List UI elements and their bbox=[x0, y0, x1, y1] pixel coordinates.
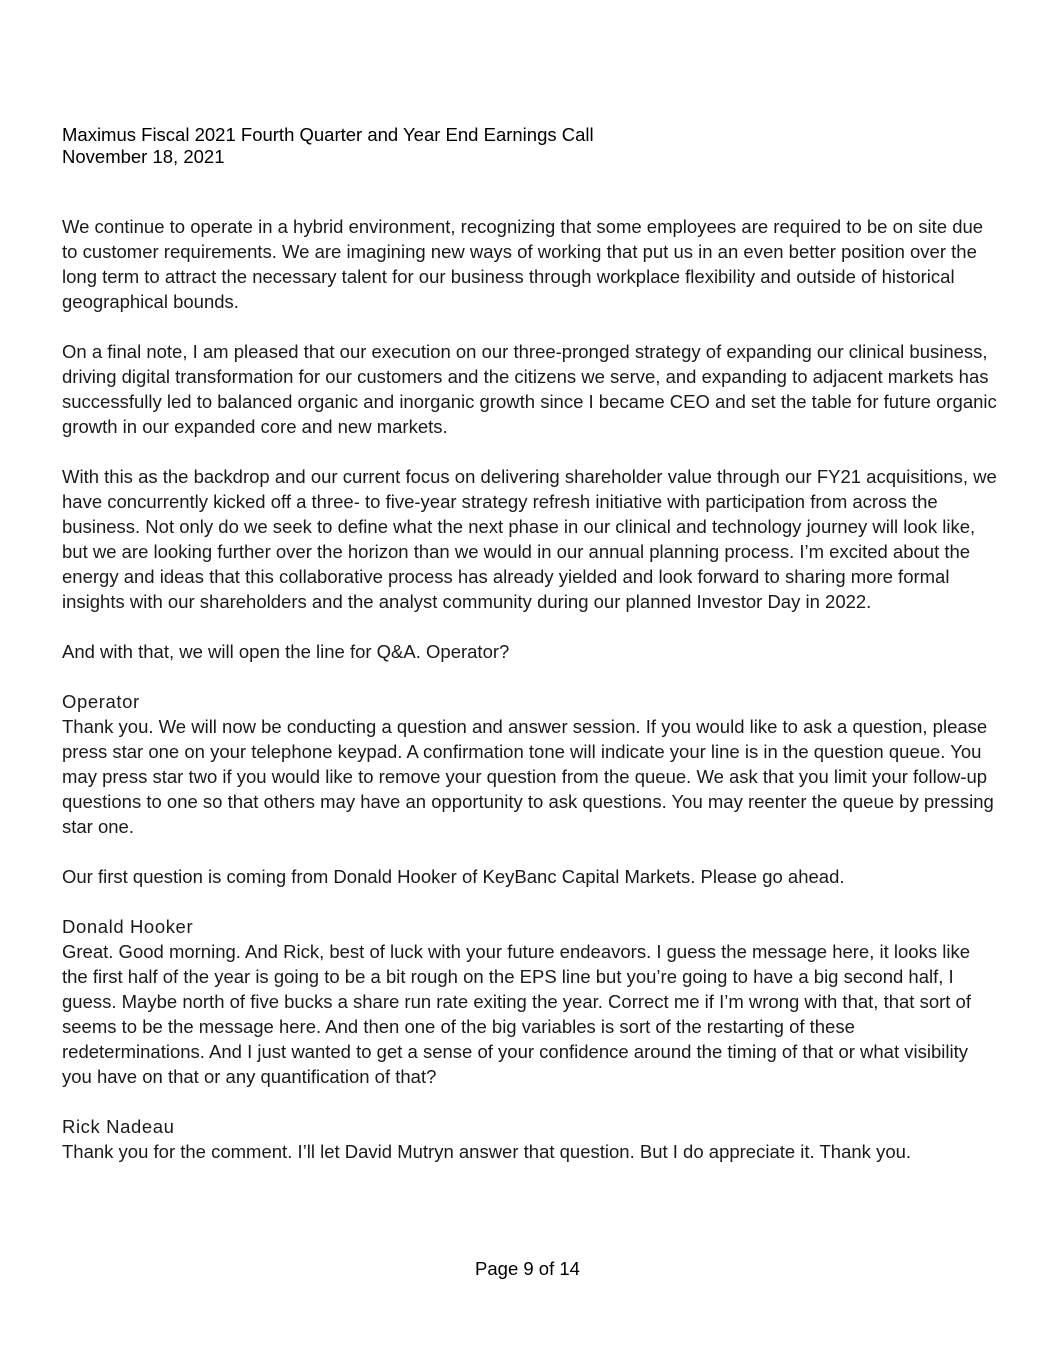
document-title: Maximus Fiscal 2021 Fourth Quarter and Year End Earnings Call bbox=[62, 124, 594, 145]
donald-hooker-question: Great. Good morning. And Rick, best of luck with your future endeavors. I guess the message here, it looks like the first half of the year is going to be a bit rough on the EPS line but you’re going to have a big second half, I guess. Maybe north of five bucks a share run rate exiting the year. Correct me if I’m wrong with that, that sort of seems to be the message here. And then one of the big variables is sort of the restarting of these redeterminations. And I just wanted to get a sense of your confidence around the timing of that or what visibility you have on that or any quantification of that? bbox=[62, 941, 971, 1087]
operator-first-question: Our first question is coming from Donald Hooker of KeyBanc Capital Markets. Please go ahead. bbox=[62, 866, 845, 887]
paragraph-strategy-refresh: With this as the backdrop and our current focus on delivering shareholder value through our FY21 acquisitions, we have concurrently kicked off a three- to five-year strategy refresh initiative with participation from across the business. Not only do we seek to define what the next phase in our clinical and technology journey will look like, but we are looking further over the horizon than we would in our annual planning process. I’m excited about the energy and ideas that this collaborative process has already yielded and look forward to sharing more formal insights with our shareholders and the analyst community during our planned Investor Day in 2022. bbox=[62, 466, 997, 612]
speaker-operator: Operator bbox=[62, 691, 140, 712]
operator-instructions: Thank you. We will now be conducting a question and answer session. If you would like to ask a question, please press star one on your telephone keypad. A confirmation tone will indicate your line is in the question queue. You may press star two if you would like to remove your question from the queue. We ask that you limit your follow-up questions to one so that others may have an opportunity to ask questions. You may reenter the queue by pressing star one. bbox=[62, 716, 994, 837]
page-number: Page 9 of 14 bbox=[475, 1258, 580, 1279]
paragraph-strategy: On a final note, I am pleased that our execution on our three-pronged strategy of expanding our clinical business, driving digital transformation for our customers and the citizens we serve, and expanding to adjacent markets has successfully led to balanced organic and inorganic growth since I became CEO and set the table for future organic growth in our expanded core and new markets. bbox=[62, 341, 997, 437]
document-header bbox=[62, 124, 594, 168]
transcript-body bbox=[62, 214, 997, 1189]
document-date: November 18, 2021 bbox=[62, 146, 225, 167]
speaker-rick-nadeau: Rick Nadeau bbox=[62, 1116, 175, 1137]
paragraph-open-line: And with that, we will open the line for Q&A. Operator? bbox=[62, 641, 510, 662]
speaker-donald-hooker: Donald Hooker bbox=[62, 916, 194, 937]
paragraph-hybrid-environment: We continue to operate in a hybrid environment, recognizing that some employees are required to be on site due to customer requirements. We are imagining new ways of working that put us in an even better position over the long term to attract the necessary talent for our business through workplace flexibility and outside of historical geographical bounds. bbox=[62, 216, 984, 312]
rick-nadeau-answer: Thank you for the comment. I’ll let David Mutryn answer that question. But I do appreciate it. Thank you. bbox=[62, 1141, 912, 1162]
